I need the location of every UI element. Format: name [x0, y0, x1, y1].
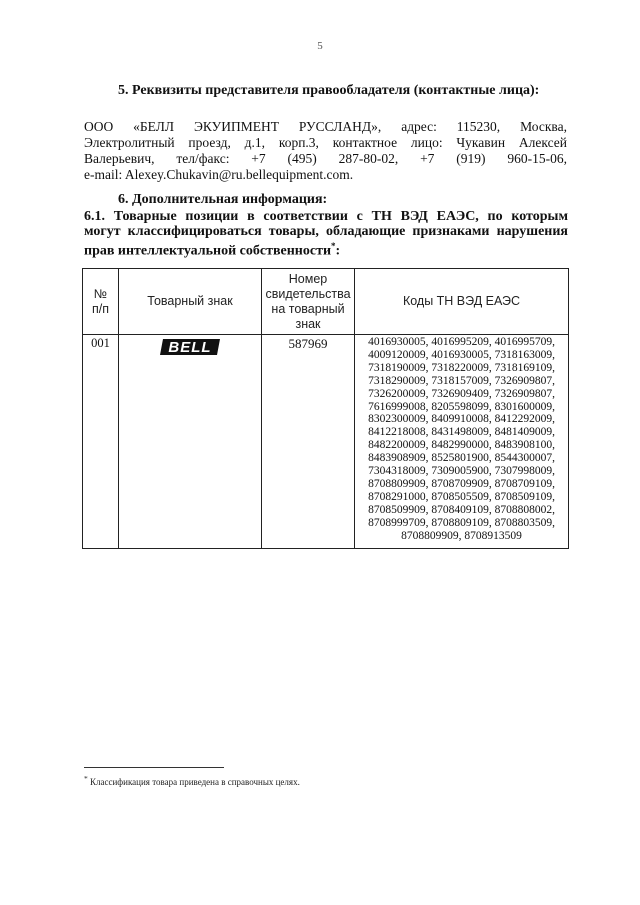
- footnote-mark: *: [84, 774, 88, 783]
- subheading-line-last: [84, 239, 568, 259]
- code-line: 8302300009, 8409910008, 8412292009,: [368, 413, 555, 426]
- header-codes: Коды ТН ВЭД ЕАЭС: [355, 269, 569, 335]
- subheading-text: прав интеллектуальной собственности: [84, 243, 332, 259]
- code-line: 8708809909, 8708913509: [401, 529, 522, 542]
- code-line: 8708509909, 8708409109, 8708808002,: [368, 503, 555, 516]
- section-5-heading: 5. Реквизиты представителя правообладателя (контактные лица):: [118, 83, 540, 98]
- header-number: [83, 269, 119, 335]
- code-line: 8708291000, 8708505509, 8708509109,: [368, 490, 555, 503]
- header-cert-line: Номер: [288, 271, 328, 286]
- code-line: 8483908909, 8525801900, 8544300007,: [368, 452, 555, 465]
- footnote-divider: [84, 767, 224, 768]
- code-line: 4016930005, 4016995209, 4016995709,: [368, 336, 555, 348]
- header-certificate: [262, 269, 355, 335]
- code-line: 8708999709, 8708809109, 8708803509,: [368, 516, 555, 529]
- code-line: 4009120009, 4016930005, 7318163009,: [368, 348, 555, 361]
- code-line: 7616999008, 8205598099, 8301600009,: [368, 400, 555, 413]
- code-line: 8412218008, 8431498009, 8481409009,: [368, 426, 555, 439]
- section-6-1-heading: [84, 209, 568, 259]
- header-trademark: Товарный знак: [119, 269, 262, 335]
- bell-logo-text: BELL: [168, 339, 212, 356]
- header-cert-line: свидетельства: [265, 286, 351, 301]
- code-line: 8708809909, 8708709909, 8708709109,: [368, 477, 555, 490]
- row-number: 001: [83, 335, 119, 549]
- header-number-line: п/п: [91, 301, 109, 316]
- goods-table: [82, 268, 569, 549]
- contact-line: Валерьевич, тел/факс: +7 (495) 287-80-02, +7 (919) 960-15-06,: [84, 151, 567, 166]
- subheading-line: 6.1. Товарные позиции в соответствии с ТН ВЭД ЕАЭС, по которым: [84, 209, 568, 224]
- header-cert-line: на товарный: [271, 301, 345, 316]
- code-line: 7318290009, 7318157009, 7326909807,: [368, 374, 555, 387]
- table-header-row: [83, 269, 569, 335]
- code-line: 7326200009, 7326909409, 7326909807,: [368, 387, 555, 400]
- contact-line: Электролитный проезд, д.1, корп.3, контактное лицо: Чукавин Алексей: [84, 135, 567, 150]
- header-number-line: №: [93, 286, 108, 301]
- row-trademark: [119, 335, 262, 549]
- contact-details: [84, 119, 567, 183]
- footnote: [84, 774, 300, 787]
- code-line: 7304318009, 7309005900, 7307998009,: [368, 465, 555, 478]
- subheading-line: могут классифицироваться товары, обладающие признаками нарушения: [84, 224, 568, 239]
- row-certificate: 587969: [262, 335, 355, 549]
- header-cert-line: знак: [295, 316, 321, 331]
- contact-line: e-mail: Alexey.Chukavin@ru.bellequipment.com.: [84, 167, 354, 182]
- table-row: [83, 335, 569, 549]
- subheading-colon: :: [335, 243, 341, 259]
- page-number: 5: [317, 40, 323, 52]
- footnote-reference: *: [331, 241, 336, 251]
- contact-line: ООО «БЕЛЛ ЭКУИПМЕНТ РУССЛАНД», адрес: 115230, Москва,: [84, 119, 567, 134]
- bell-logo: [159, 338, 221, 356]
- section-6-heading: 6. Дополнительная информация:: [118, 192, 328, 207]
- footnote-text: Классификация товара приведена в справочных целях.: [90, 777, 300, 787]
- code-line: 8482200009, 8482990000, 8483908100,: [368, 439, 555, 452]
- row-codes: [355, 335, 569, 549]
- code-line: 7318190009, 7318220009, 7318169109,: [368, 361, 555, 374]
